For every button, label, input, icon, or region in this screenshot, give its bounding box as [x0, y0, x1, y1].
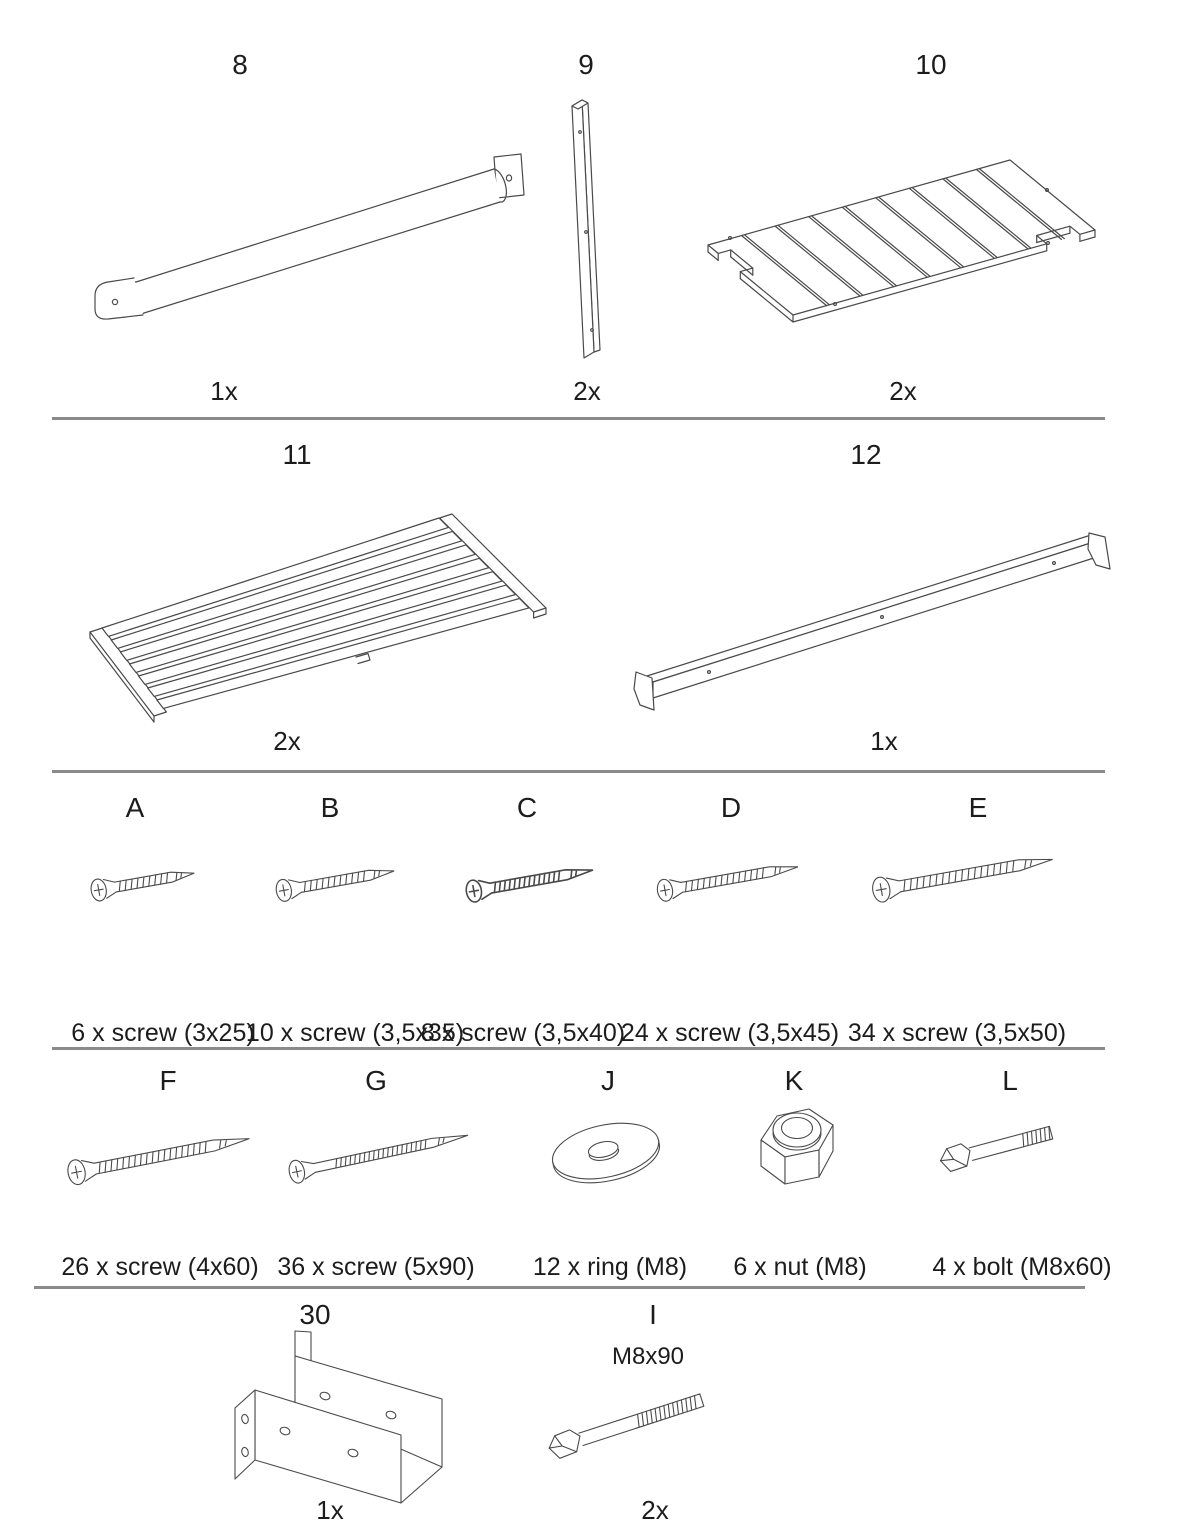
hardware-f-caption: 26 x screw (4x60) — [61, 1253, 259, 1281]
part-10-number: 10 — [915, 49, 947, 80]
part-8-number: 8 — [232, 49, 248, 80]
hardware-d-screw-drawing — [653, 852, 805, 906]
part-9-flat-slat-drawing — [560, 90, 610, 375]
hardware-c-letter: C — [516, 792, 538, 823]
part-11-qty: 2x — [273, 726, 301, 756]
hardware-e-screw-drawing — [868, 845, 1060, 905]
section-divider-1 — [52, 417, 1105, 420]
hardware-c-screw-drawing — [462, 854, 600, 908]
part-12-number: 12 — [850, 439, 882, 470]
hardware-j-caption: 12 x ring (M8) — [532, 1253, 688, 1281]
hardware-j-ring-drawing — [547, 1117, 665, 1189]
hardware-k-nut-drawing — [753, 1100, 839, 1190]
hardware-e-letter: E — [968, 792, 988, 823]
hardware-f-letter: F — [159, 1065, 177, 1096]
hardware-f-screw-drawing — [63, 1124, 257, 1188]
hardware-k-caption: 6 x nut (M8) — [733, 1253, 867, 1281]
part-i-number: I — [649, 1299, 657, 1330]
hardware-a-letter: A — [125, 792, 145, 823]
part-i-bolt-drawing — [538, 1380, 723, 1470]
part-30-qty: 1x — [316, 1495, 344, 1525]
part-9-number: 9 — [578, 49, 594, 80]
part-9-qty: 2x — [573, 376, 601, 406]
hardware-l-bolt-drawing — [933, 1107, 1081, 1185]
part-10-qty: 2x — [889, 376, 917, 406]
part-11-slat-frame-drawing — [82, 492, 572, 732]
hardware-c-caption: 8 x screw (3,5x40) — [420, 1019, 626, 1047]
hardware-b-letter: B — [320, 792, 340, 823]
section-divider-4 — [34, 1286, 1085, 1289]
hardware-l-letter: L — [1002, 1065, 1018, 1096]
hardware-g-caption: 36 x screw (5x90) — [277, 1253, 475, 1281]
hardware-b-screw-drawing — [272, 855, 402, 907]
part-30-bracket-drawing — [228, 1324, 453, 1509]
part-i-qty: 2x — [641, 1495, 669, 1525]
hardware-d-caption: 24 x screw (3,5x45) — [620, 1019, 840, 1047]
section-divider-3 — [52, 1047, 1105, 1050]
part-10-slatted-panel-drawing — [688, 133, 1108, 343]
hardware-a-caption: 6 x screw (3x25) — [71, 1019, 255, 1047]
hardware-j-letter: J — [601, 1065, 615, 1096]
part-12-qty: 1x — [870, 726, 898, 756]
part-11-number: 11 — [282, 439, 312, 470]
part-30-number: 30 — [299, 1299, 331, 1330]
hardware-e-caption: 34 x screw (3,5x50) — [847, 1019, 1067, 1047]
hardware-b-caption: 10 x screw (3,5x35) — [245, 1019, 465, 1047]
part-8-qty: 1x — [210, 376, 238, 406]
part-i-spec: M8x90 — [611, 1343, 685, 1370]
part-8-round-rail-drawing — [88, 135, 528, 325]
part-12-long-rail-drawing — [633, 512, 1123, 712]
hardware-d-letter: D — [720, 792, 742, 823]
hardware-g-letter: G — [365, 1065, 387, 1096]
section-divider-2 — [52, 770, 1105, 773]
hardware-l-caption: 4 x bolt (M8x60) — [932, 1253, 1112, 1281]
hardware-a-screw-drawing — [87, 857, 202, 907]
hardware-g-screw-drawing — [284, 1122, 476, 1186]
hardware-k-letter: K — [784, 1065, 804, 1096]
